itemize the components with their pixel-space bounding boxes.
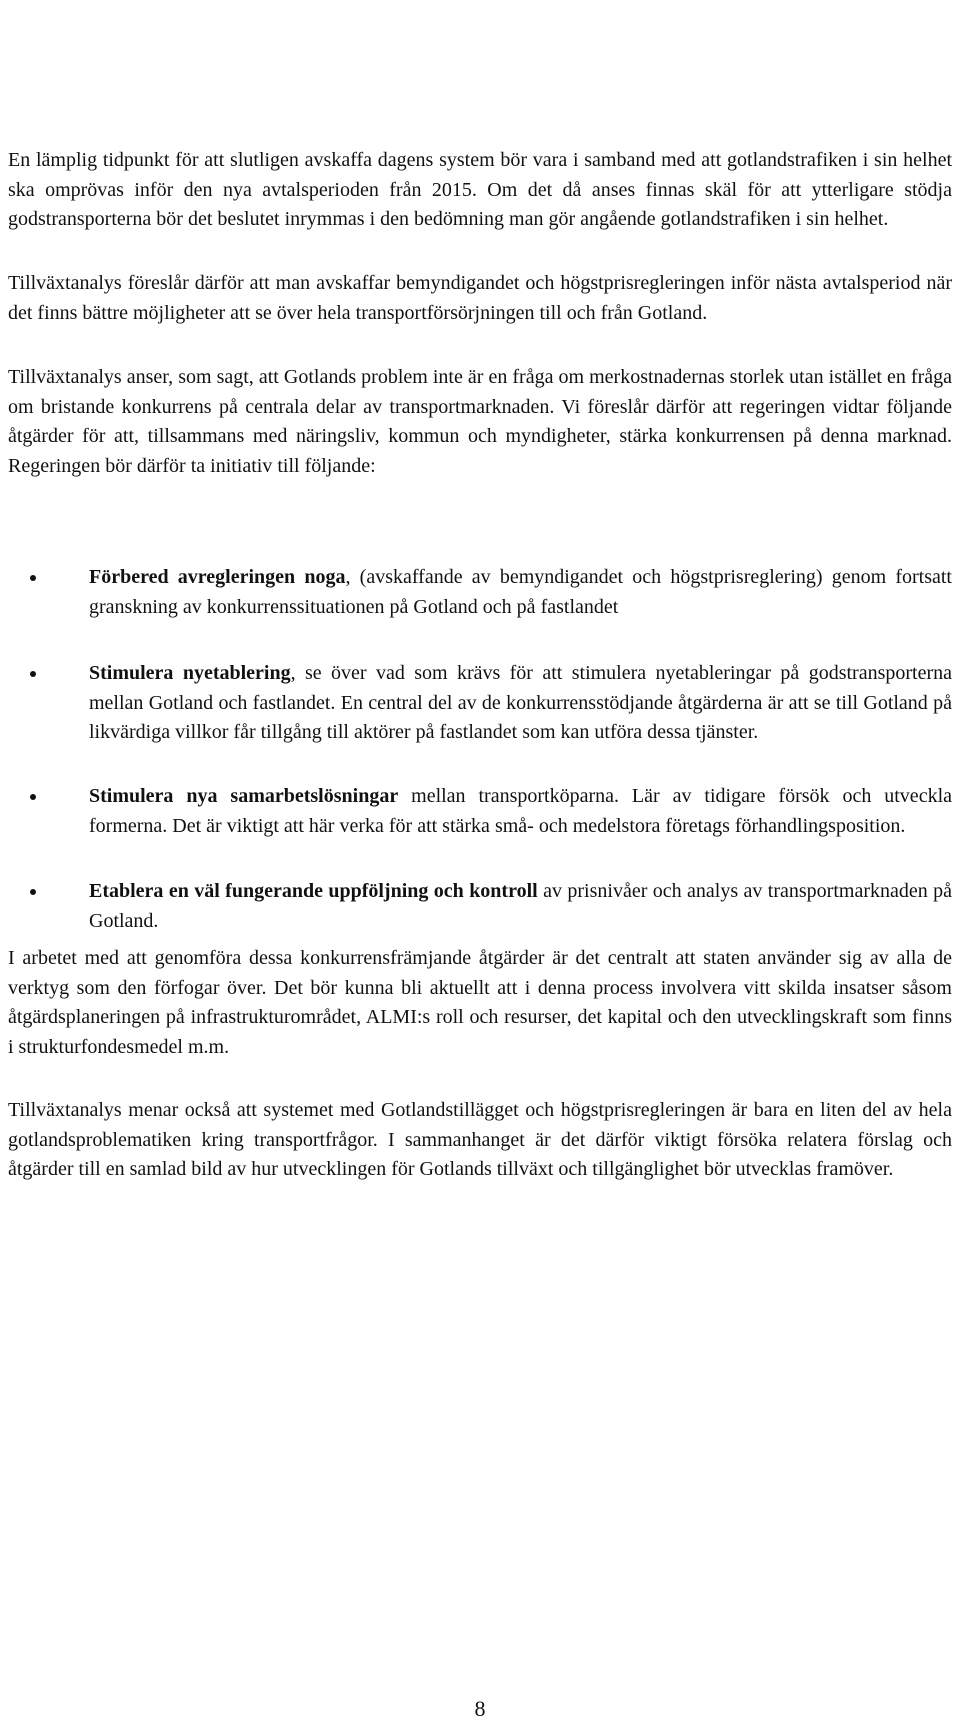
bullet-icon: [30, 575, 36, 581]
bullet-icon: [30, 671, 36, 677]
page-number: 8: [474, 1696, 486, 1721]
bullet-bold-1: Förbered avregleringen noga: [89, 566, 346, 588]
bullet-text-4: [89, 877, 952, 936]
closing-paragraph-1: I arbetet med att genomföra dessa konkurrensfrämjande åtgärder är det centralt att staten använder sig av alla de verktyg som den förfogar över. Det bör kunna bli aktuellt att i denna process involvera vitt skilda insatser såsom åtgärdsplaneringen på infrastrukturområdet, ALMI:s roll och resurser, det kapital och den utvecklingskraft som finns i strukturfondesmedel m.m.: [8, 947, 952, 1058]
paragraph-1: En lämplig tidpunkt för att slutligen avskaffa dagens system bör vara i samband med att gotlandstrafiken i sin helhet ska omprövas inför den nya avtalsperioden från 2015. Om det då anses finnas skäl för att ytterligare stödja godstransporterna bör det beslutet inrymmas i den bedömning man gör angående gotlandstrafiken i sin helhet.: [8, 149, 952, 230]
bullet-icon: [30, 889, 36, 895]
paragraph-3: Tillväxtanalys anser, som sagt, att Gotlands problem inte är en fråga om merkostnadernas storlek utan istället en fråga om bristande konkurrens på centrala delar av transportmarknaden. Vi föreslår därför att regeringen vidtar följande åtgärder för att, tillsammans med näringsliv, kommun och myndigheter, stärka konkurrensen på denna marknad. Regeringen bör därför ta initiativ till följande:: [8, 366, 952, 477]
bullet-text-2: [89, 659, 952, 748]
bullet-bold-4: Etablera en väl fungerande uppföljning och kontroll: [89, 880, 538, 902]
closing-paragraph-2: Tillväxtanalys menar också att systemet med Gotlandstillägget och högstprisregleringen är bara en liten del av hela gotlandsproblematiken kring transportfrågor. I sammanhanget är det därför viktigt försöka relatera förslag och åtgärder till en samlad bild av hur utvecklingen för Gotlands tillväxt och tillgänglighet bör utvecklas framöver.: [8, 1099, 952, 1180]
bullet-bold-2: Stimulera nyetablering: [89, 662, 291, 684]
bullet-rest-2: , se över vad som krävs för att stimulera nyetableringar på godstransporterna mellan Gotland och fastlandet. En central del av de konkurrensstödjande åtgärderna är att se till Gotland på likvärdiga villkor får tillgång till aktörer på fastlandet som kan utföra dessa tjänster.: [89, 662, 952, 743]
bullet-rest-4: av prisnivåer och analys av transportmarknaden på Gotland.: [89, 880, 953, 932]
bullet-text-3: [89, 782, 952, 841]
paragraph-2: Tillväxtanalys föreslår därför att man avskaffar bemyndigandet och högstprisregleringen inför nästa avtalsperiod när det finns bättre möjligheter att se över hela transportförsörjningen till och från Gotland.: [8, 272, 952, 324]
bullet-bold-3: Stimulera nya samarbetslösningar: [89, 785, 399, 807]
bullet-rest-1: , (avskaffande av bemyndigandet och högstprisreglering) genom fortsatt granskning av konkurrenssituationen på Gotland och på fastlandet: [89, 566, 952, 618]
bullet-icon: [30, 794, 36, 800]
bullet-rest-3: mellan transportköparna. Lär av tidigare försök och utveckla formerna. Det är viktigt att här verka för att stärka små- och medelstora företags förhandlingsposition.: [89, 785, 952, 837]
bullet-text-1: [89, 563, 952, 622]
